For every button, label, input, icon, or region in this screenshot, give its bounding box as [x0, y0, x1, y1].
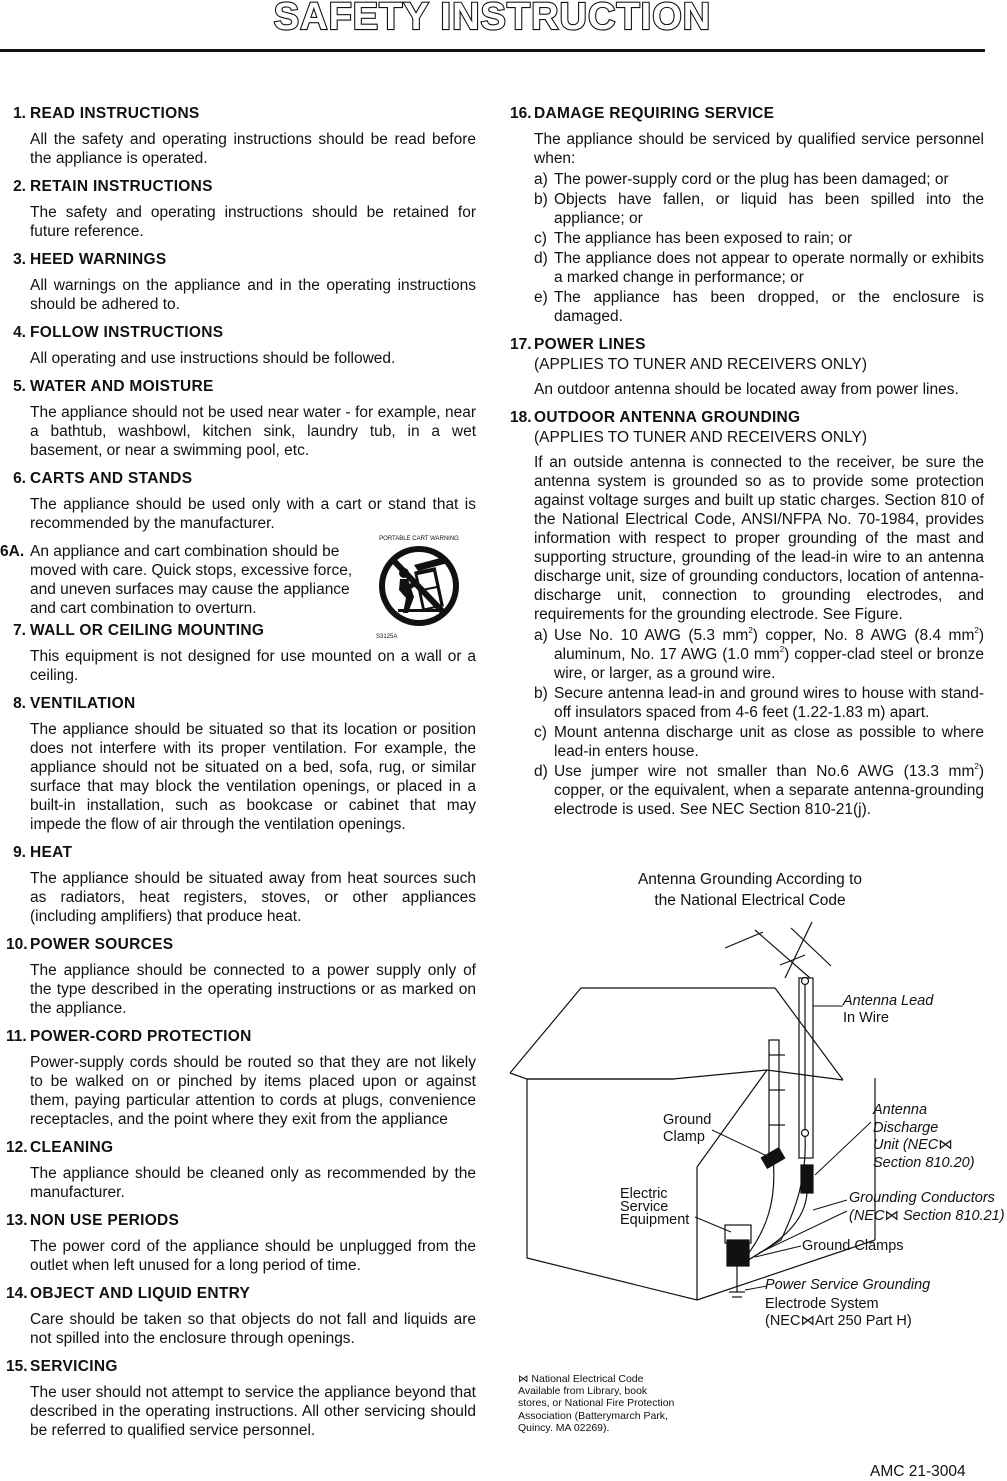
section-body: All the safety and operating instructions should be read before the appliance is operated.: [30, 131, 476, 167]
section-heading: 10. POWER SOURCES: [6, 936, 174, 953]
list-item: c) Mount antenna discharge unit as close as possible to where lead-in enters house.: [534, 724, 984, 760]
label-electric-2: Service: [620, 1199, 669, 1215]
section-15: [6, 1357, 476, 1440]
label-electric-3: Equipment: [620, 1212, 690, 1228]
label-power-1: Power Service Grounding: [765, 1277, 931, 1293]
section-body: Care should be taken so that objects do not fall and liquids are not spilled into the enclosure through openings.: [30, 1311, 476, 1347]
section-14: [6, 1284, 476, 1348]
label-discharge-1: Antenna: [873, 1102, 928, 1118]
section-4: [6, 323, 476, 368]
section-heading: 4. FOLLOW INSTRUCTIONS: [13, 324, 224, 341]
nec-bowtie-icon: ⋈: [518, 1373, 529, 1385]
cart-overturn-icon: [374, 543, 464, 629]
section-16-list: [510, 170, 984, 326]
section-2: [6, 177, 476, 241]
title-rule: [0, 49, 985, 52]
list-item: d) Use jumper wire not smaller than No.6 AWG (13.3 $mm^2$) copper, or the equivalent, when a separate antenna-grounding electrode is used. See NEC Section 810-21(j).: [534, 762, 984, 818]
section-heading: 6. CARTS AND STANDS: [13, 470, 193, 487]
section-heading: 13. NON USE PERIODS: [6, 1212, 180, 1229]
section-5: [6, 377, 476, 460]
section-heading: 3. HEED WARNINGS: [13, 251, 167, 268]
label-antenna-lead-2: In Wire: [843, 1010, 889, 1026]
section-heading: 11. POWER-CORD PROTECTION: [6, 1028, 252, 1045]
figure-title: Antenna Grounding According to the National Electrical Code: [637, 871, 863, 909]
section-body: The appliance should be situated away from heat sources such as radiators, heat registers, stoves, or other appliances (including amplifiers) that produce heat.: [30, 870, 476, 925]
section-body: The safety and operating instructions should be retained for future reference.: [30, 204, 476, 240]
list-item: b) Objects have fallen, or liquid has been spilled into the appliance; or: [534, 191, 984, 227]
document-code: AMC 21-3004: [870, 1463, 966, 1480]
section-6a-label: 6A.: [0, 543, 25, 560]
list-item: a) The power-supply cord or the plug has been damaged; or: [534, 171, 949, 188]
antenna-grounding-diagram: [505, 920, 1005, 1370]
label-discharge-4: Section 810.20): [873, 1155, 975, 1171]
list-item: b) Secure antenna lead-in and ground wires to house with stand-off insulators spaced from 4-6 feet (1.22-1.83 m) apart.: [534, 685, 984, 721]
section-body: This equipment is not designed for use mounted on a wall or a ceiling.: [30, 648, 476, 684]
section-18-list: [510, 626, 984, 819]
section-16-intro: The appliance should be serviced by qualified service personnel when:: [534, 131, 984, 167]
section-heading: 9. HEAT: [13, 844, 73, 861]
section-body: The appliance should be used only with a cart or stand that is recommended by the manufacturer.: [30, 496, 476, 532]
section-9: [6, 843, 476, 926]
footnote: ⋈ National Electrical Code Available from Library, book stores, or National Fire Protection Association (Batterymarch Park, Quincy. MA 02269).: [518, 1373, 675, 1434]
section-body: The user should not attempt to service the appliance beyond that described in the operating instructions. All other servicing should be referred to qualified service personnel.: [30, 1384, 476, 1439]
label-power-2: Electrode System: [765, 1296, 879, 1312]
section-heading: 1. READ INSTRUCTIONS: [13, 105, 200, 122]
section-body: All operating and use instructions should be followed.: [30, 350, 396, 367]
nec-bowtie-icon: ⋈: [938, 1137, 953, 1153]
section-1: [6, 104, 476, 168]
section-17: [510, 335, 984, 399]
section-body: The appliance should not be used near water - for example, near a bathtub, washbowl, kitchen sink, laundry tub, in a wet basement, or near a swimming pool, etc.: [30, 404, 476, 459]
page-title: SAFETY INSTRUCTION: [273, 0, 712, 38]
section-16: [510, 104, 984, 326]
section-7: [6, 621, 476, 685]
nec-bowtie-icon: ⋈: [884, 1208, 899, 1224]
section-3: [6, 250, 476, 314]
section-heading: 12. CLEANING: [6, 1139, 114, 1156]
section-8: [6, 694, 476, 834]
section-body: The appliance should be situated so that its location or position does not interfere with its proper ventilation. For example, the appliance should not be situated on a bed, sofa, rug, or similar surface that may block the ventilation openings, or placed in a built-in installation, such as bookcase or cabinet that may impede the flow of air through the ventilation openings.: [30, 721, 476, 833]
section-12: [6, 1138, 476, 1202]
list-item: e) The appliance has been dropped, or the enclosure is damaged.: [534, 289, 984, 325]
section-heading: 17. POWER LINES: [510, 336, 646, 353]
section-17-body: An outdoor antenna should be located away from power lines.: [534, 381, 959, 398]
section-heading: 7. WALL OR CEILING MOUNTING: [13, 622, 265, 639]
list-item: c) The appliance has been exposed to rain; or: [534, 230, 853, 247]
section-18: [510, 408, 984, 819]
list-item: a) Use No. 10 AWG (5.3 $mm^2$) copper, No. 8 AWG (8.4 $mm^2$) aluminum, No. 17 AWG (1.0 $mm^2$) copper-clad steel or bronze wire, or larger, as a ground wire.: [534, 626, 984, 682]
section-10: [6, 935, 476, 1018]
section-body: The appliance should be cleaned only as recommended by the manufacturer.: [30, 1165, 476, 1201]
label-power-3: (NEC⋈Art 250 Part H): [765, 1313, 912, 1329]
label-electric-1: Electric: [620, 1186, 668, 1202]
nec-bowtie-icon: ⋈: [800, 1313, 815, 1329]
label-conductors-2: (NEC⋈ Section 810.21): [849, 1208, 1005, 1224]
section-17-sub: (APPLIES TO TUNER AND RECEIVERS ONLY): [534, 356, 868, 373]
section-heading: 8. VENTILATION: [13, 695, 136, 712]
label-antenna-lead: Antenna Lead: [843, 993, 934, 1009]
cart-warning-caption: PORTABLE CART WARNING: [379, 536, 459, 542]
section-heading: 5. WATER AND MOISTURE: [13, 378, 214, 395]
label-ground-clamp-2: Clamp: [663, 1129, 705, 1145]
section-6: [6, 469, 476, 533]
list-item: d) The appliance does not appear to operate normally or exhibits a marked change in performance; or: [534, 250, 984, 286]
section-body: The appliance should be connected to a power supply only of the type described in the operating instructions or as marked on the appliance.: [30, 962, 476, 1017]
section-heading: 15. SERVICING: [6, 1358, 118, 1375]
section-body: Power-supply cords should be routed so that they are not likely to be walked on or pinched by items placed upon or against them, paying particular attention to cords at plugs, convenience receptacles, and the point where they exit from the appliance: [30, 1054, 476, 1128]
section-13: [6, 1211, 476, 1275]
label-ground-clamps: Ground Clamps: [802, 1238, 904, 1254]
section-11: [6, 1027, 476, 1129]
section-heading: 14. OBJECT AND LIQUID ENTRY: [6, 1285, 251, 1302]
section-heading: 16. DAMAGE REQUIRING SERVICE: [510, 105, 775, 122]
label-conductors-1: Grounding Conductors: [849, 1190, 995, 1206]
label-ground-clamp: Ground: [663, 1112, 712, 1128]
section-heading: 2. RETAIN INSTRUCTIONS: [13, 178, 213, 195]
right-column: [510, 104, 984, 828]
section-18-body: If an outside antenna is connected to the receiver, be sure the antenna system is grounded so as to provide some protection against voltage surges and built up static charges. Section 810 of the National Electrical Code, ANSI/NFPA No. 70-1984, provides information with respect to proper grounding of the mast and supporting structure, grounding of the lead-in wire to an antenna discharge unit, size of grounding conductors, location of antenna-discharge unit, connection to grounding electrodes, and requirements for the grounding electrode. See Figure.: [534, 454, 984, 623]
label-discharge-3: Unit (NEC⋈: [873, 1137, 953, 1153]
section-18-sub: (APPLIES TO TUNER AND RECEIVERS ONLY): [534, 429, 868, 446]
section-body: The power cord of the appliance should be unplugged from the outlet when left unused for a long period of time.: [30, 1238, 476, 1274]
section-heading: 18. OUTDOOR ANTENNA GROUNDING: [510, 409, 801, 426]
left-column: [0, 104, 476, 1449]
cart-warning-code: S3125A: [376, 634, 398, 640]
label-discharge-2: Discharge: [873, 1120, 939, 1136]
section-body: All warnings on the appliance and in the operating instructions should be adhered to.: [30, 277, 476, 313]
section-6a-body: An appliance and cart combination should be moved with care. Quick stops, excessive force, and uneven surfaces may cause the appliance and cart combination to overturn.: [30, 543, 353, 617]
